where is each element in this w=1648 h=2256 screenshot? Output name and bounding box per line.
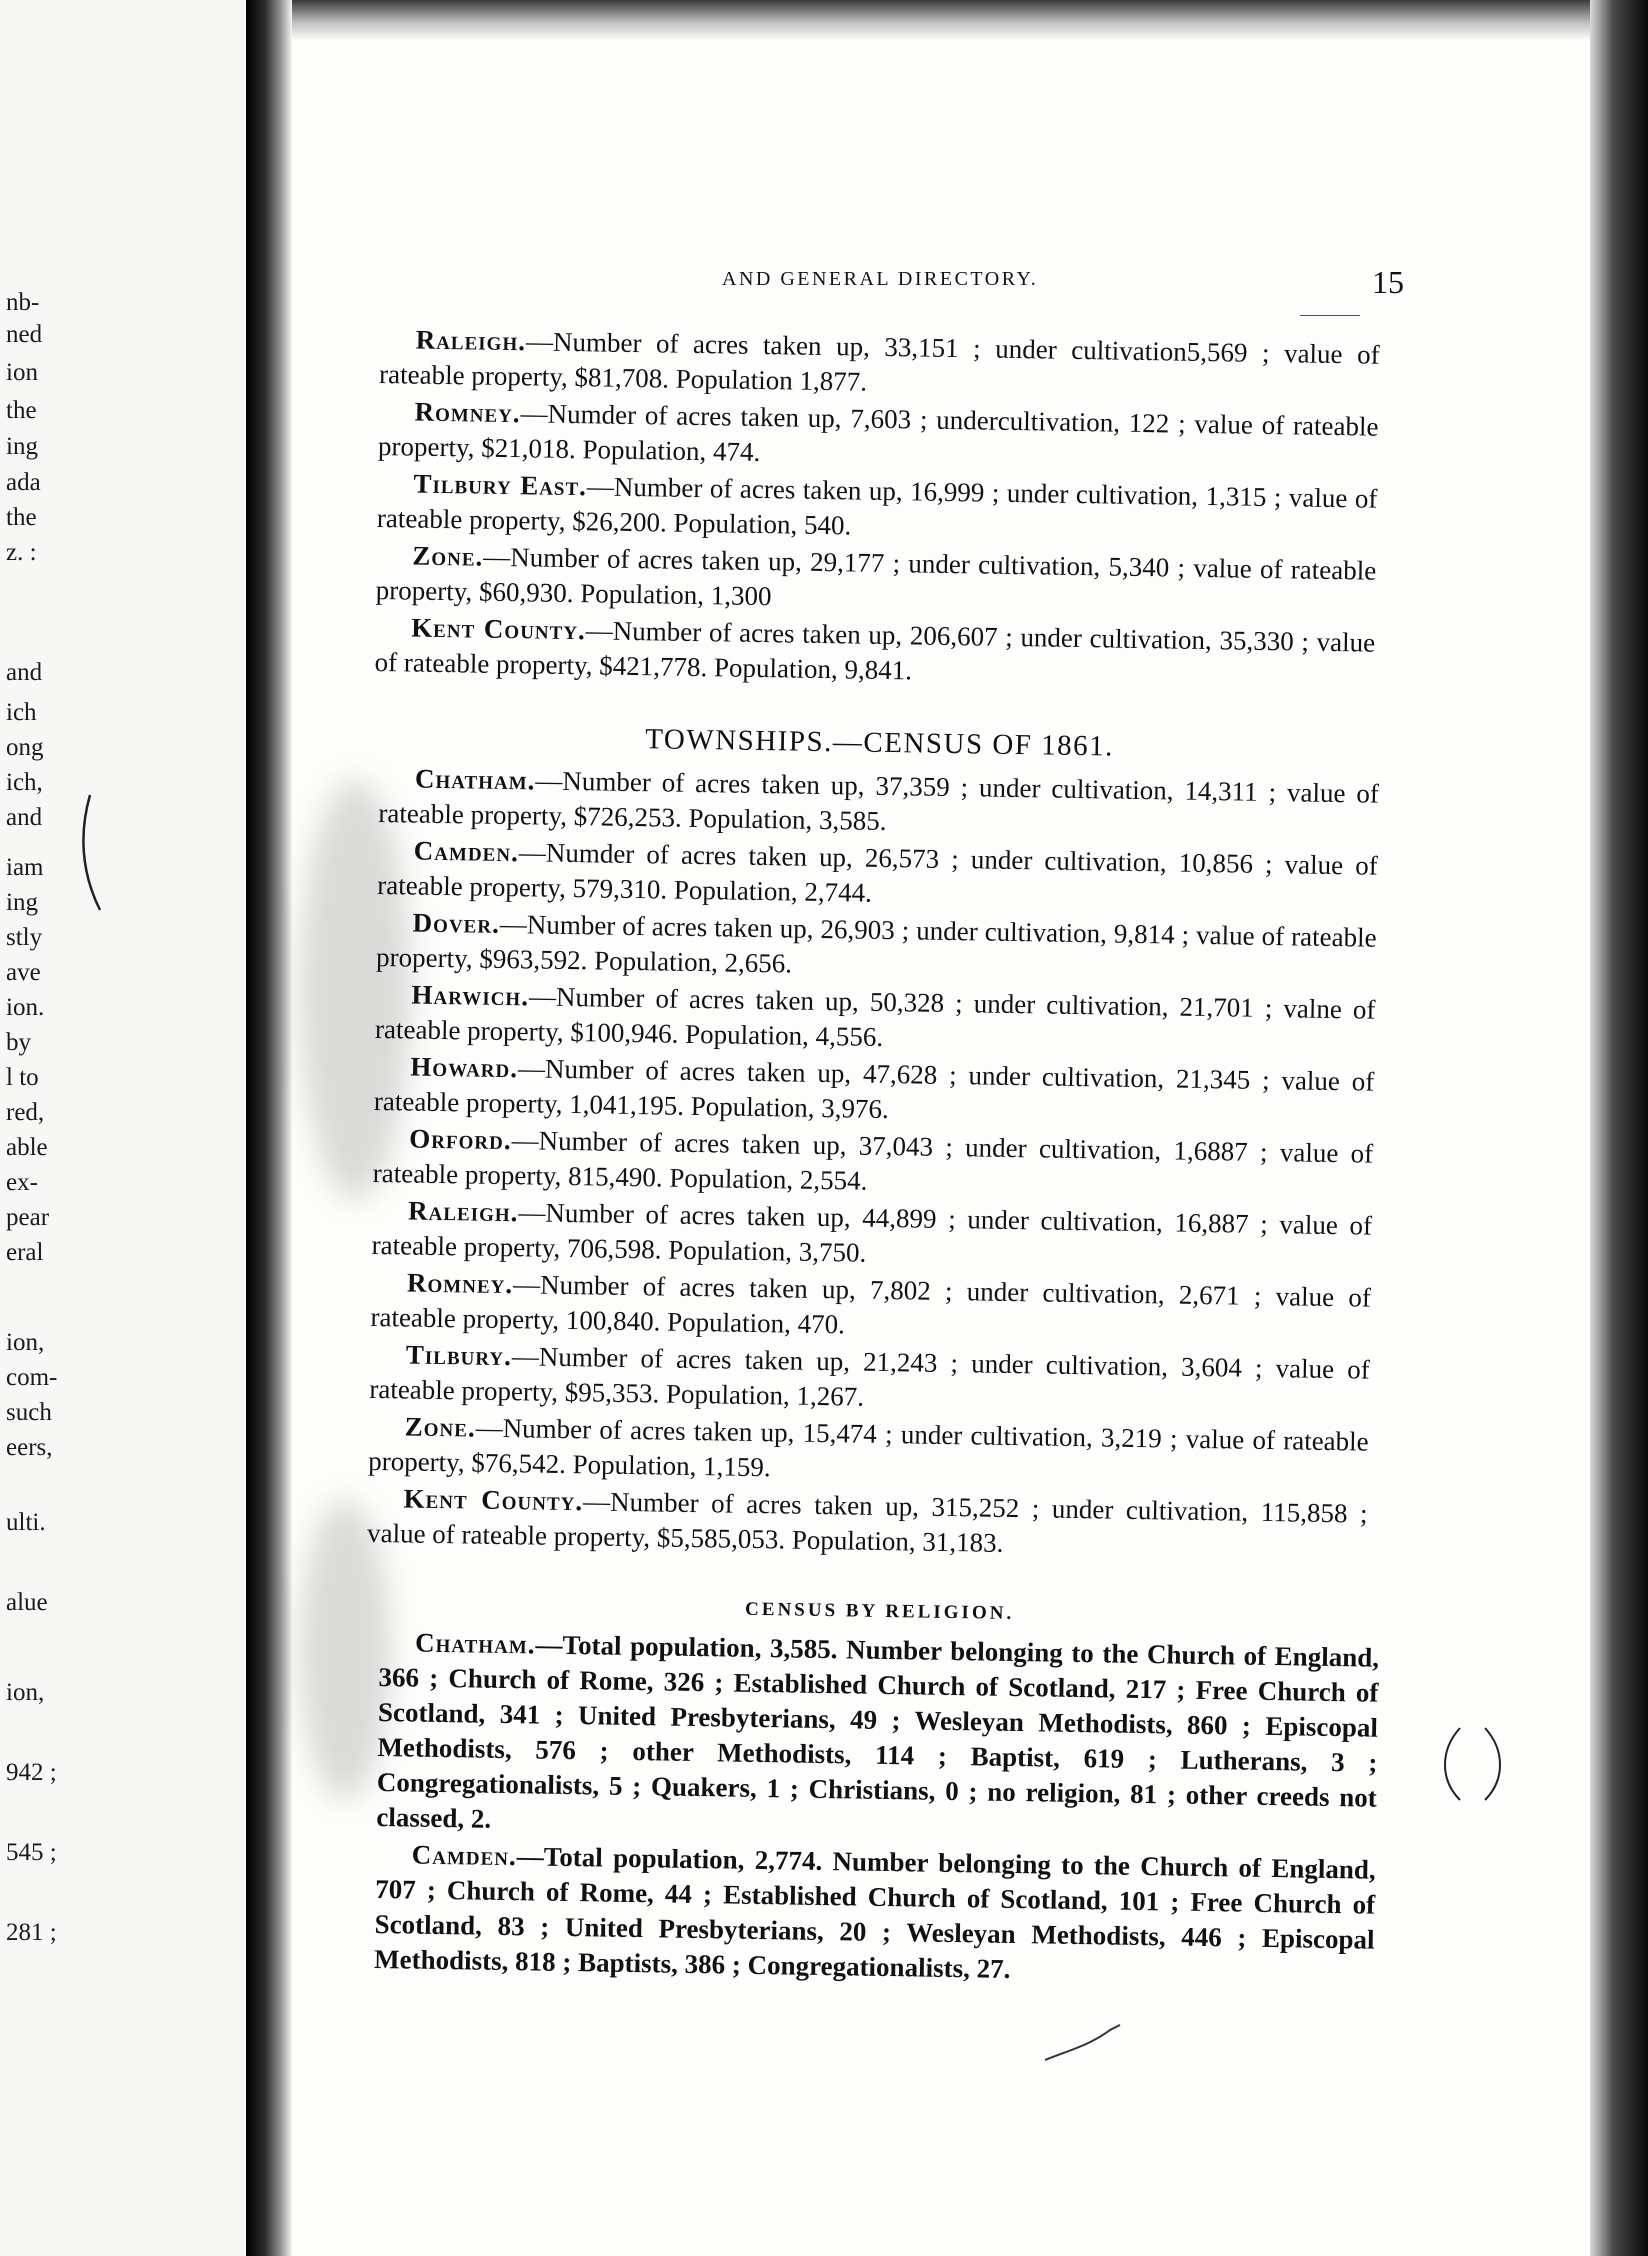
township-entry xyxy=(374,1837,1376,1993)
pen-scribble-mark xyxy=(1040,2010,1140,2070)
township-name: Zone. xyxy=(404,1411,476,1443)
township-details: —Numder of acres taken up, 26,573 ; under cultivation, 10,856 ; value of rateable property, 579,310. Population, 2,744. xyxy=(377,837,1378,908)
running-title: AND GENERAL DIRECTORY. xyxy=(722,268,1039,290)
township-name: Camden. xyxy=(413,835,520,868)
township-name: Tilbury. xyxy=(405,1339,513,1372)
township-entry xyxy=(369,1337,1370,1423)
township-name: Romney. xyxy=(406,1267,514,1300)
township-entry xyxy=(379,322,1380,408)
facing-page-fragment: nb- xyxy=(6,289,40,316)
margin-bracket-mark xyxy=(1440,1720,1520,1830)
township-entry xyxy=(377,466,1378,552)
township-name: Romney. xyxy=(414,396,521,429)
facing-page-fragment: ion xyxy=(6,359,38,386)
township-details: —Number of acres taken up, 21,243 ; under cultivation, 3,604 ; value of rateable property, $95,353. Population, 1,267. xyxy=(369,1341,1371,1412)
township-name: Harwich. xyxy=(411,979,530,1012)
facing-page-fragment: ich xyxy=(6,699,37,726)
facing-page-fragment: ion, xyxy=(6,1329,45,1356)
census-heading: TOWNSHIPS.—CENSUS OF 1861. xyxy=(644,723,1115,763)
facing-page-fragment: ong xyxy=(6,734,44,761)
township-name: Zone. xyxy=(412,540,484,572)
township-details: —Total population, 2,774. Number belonging to the Church of England, 707 ; Church of Rome, 44 ; Established Church of Scotland, 101 ; Free Church of Scotland, 83 ; United Presbyterians, 20 ; Wesleyan Methodists, 446 ; Episcopal Methodists, 818 ; Baptists, 386 ; Congregationalists, 27. xyxy=(373,1841,1376,1984)
township-details: —Numder of acres taken up, 7,603 ; undercultivation, 122 ; value of rateable property, $21,018. Population, 474. xyxy=(377,398,1379,467)
township-details: —Number of acres taken up, 7,802 ; under cultivation, 2,671 ; value of rateable property, 100,840. Population, 470. xyxy=(370,1269,1372,1340)
prior-townships-section xyxy=(374,322,1380,698)
religion-heading: CENSUS BY RELIGION. xyxy=(744,1598,1015,1624)
township-entry xyxy=(372,1121,1373,1207)
religion-entries xyxy=(374,1625,1379,1993)
township-details: —Number of acres taken up, 37,043 ; under cultivation, 1,6887 ; value of rateable property, 815,490. Population, 2,554. xyxy=(372,1125,1374,1196)
facing-page-fragment: ex- xyxy=(6,1169,38,1196)
township-entry xyxy=(370,1265,1371,1351)
facing-page-fragment: eers, xyxy=(6,1434,53,1461)
township-name: Dover. xyxy=(412,907,501,939)
facing-page-fragment: ich, xyxy=(6,769,43,796)
census-entries xyxy=(367,761,1379,1567)
township-entry xyxy=(378,761,1379,847)
facing-page-fragment: 545 ; xyxy=(6,1839,57,1866)
page-number: 15 xyxy=(1372,264,1404,300)
facing-page-fragment: iam xyxy=(6,854,44,881)
township-entry xyxy=(376,1625,1379,1851)
facing-page-fragment: ulti. xyxy=(6,1509,46,1536)
facing-page-fragment: ned xyxy=(6,321,43,348)
township-details: —Number of acres taken up, 16,999 ; under cultivation, 1,315 ; value of rateable property, $26,200. Population, 540. xyxy=(376,471,1378,541)
township-name: Chatham. xyxy=(414,1627,536,1660)
township-entry xyxy=(376,905,1377,991)
facing-page-fragment: and xyxy=(6,804,43,831)
facing-page-fragment: ave xyxy=(6,959,41,986)
township-name: Raleigh. xyxy=(415,324,527,357)
township-details: —Number of acres taken up, 15,474 ; under cultivation, 3,219 ; value of rateable property, $76,542. Population, 1,159. xyxy=(367,1412,1369,1483)
township-entry xyxy=(377,833,1378,919)
township-details: —Total population, 3,585. Number belonging to the Church of England, 366 ; Church of Rome, 326 ; Established Church of Scotland, 217 ; Free Church of Scotland, 341 ; United Presbyterians, 49 ; Wesleyan Methodists, 860 ; Episcopal Methodists, 576 ; other Methodists, 114 ; Baptist, 619 ; Lutherans, 3 ; Congregationalists, 5 ; Quakers, 1 ; Christians, 0 ; no religion, 81 ; other creeds not classed, 2. xyxy=(376,1629,1380,1834)
header-rule xyxy=(1300,315,1360,316)
township-entry xyxy=(378,394,1379,480)
township-details: —Number of acres taken up, 50,328 ; under cultivation, 21,701 ; valne of rateable property, $100,946. Population, 4,556. xyxy=(374,981,1376,1052)
township-details: —Number of acres taken up, 206,607 ; under cultivation, 35,330 ; value of rateable property, $421,778. Population, 9,841. xyxy=(374,615,1376,686)
township-name: Kent County. xyxy=(403,1483,584,1517)
township-entry xyxy=(375,977,1376,1063)
township-name: Raleigh. xyxy=(407,1195,519,1228)
township-details: —Number of acres taken up, 26,903 ; under cultivation, 9,814 ; value of rateable property, $963,592. Population, 2,656. xyxy=(375,908,1377,979)
township-entry xyxy=(367,1481,1368,1567)
facing-page-fragment: 942 ; xyxy=(6,1759,57,1786)
township-entry xyxy=(371,1193,1372,1279)
census-religion-section xyxy=(374,1586,1380,1995)
margin-bracket-mark xyxy=(70,790,120,920)
township-name: Chatham. xyxy=(414,763,536,796)
facing-page-fragment: such xyxy=(6,1399,52,1426)
township-name: Howard. xyxy=(410,1051,519,1084)
facing-page-fragment: com- xyxy=(6,1364,58,1391)
facing-page-fragment: l to xyxy=(6,1064,39,1091)
facing-page-fragment: able xyxy=(6,1134,48,1161)
township-details: —Number of acres taken up, 44,899 ; under cultivation, 16,887 ; value of rateable property, 706,598. Population, 3,750. xyxy=(371,1197,1373,1268)
facing-page-fragment: and xyxy=(6,659,43,686)
township-details: —Number of acres taken up, 29,177 ; under cultivation, 5,340 ; value of rateable property, $60,930. Population, 1,300 xyxy=(375,541,1377,612)
page-gutter-shadow xyxy=(250,0,292,2256)
facing-page-fragment: alue xyxy=(6,1589,48,1616)
township-details: —Number of acres taken up, 315,252 ; under cultivation, 115,858 ; value of rateable property, $5,585,053. Population, 31,183. xyxy=(366,1486,1368,1558)
right-edge-shadow xyxy=(1590,0,1648,2256)
facing-page-fragment: stly xyxy=(6,924,43,951)
census-1861-section xyxy=(367,712,1380,1569)
township-entry xyxy=(376,538,1377,624)
facing-page-fragment: 281 ; xyxy=(6,1919,57,1946)
facing-page-fragment: ing xyxy=(6,433,38,460)
township-name: Kent County. xyxy=(410,612,587,646)
facing-page-fragment: eral xyxy=(6,1239,44,1266)
township-entry xyxy=(374,610,1375,696)
township-details: —Number of acres taken up, 33,151 ; under cultivation5,569 ; value of rateable property, $81,708. Population 1,877. xyxy=(378,326,1380,397)
facing-page-fragment: ing xyxy=(6,889,38,916)
township-name: Orford. xyxy=(409,1123,512,1156)
township-entry xyxy=(374,1049,1375,1135)
facing-page-fragment: ada xyxy=(6,469,41,496)
township-name: Camden. xyxy=(411,1839,518,1872)
township-details: —Number of acres taken up, 37,359 ; under cultivation, 14,311 ; value of rateable property, $726,253. Population, 3,585. xyxy=(378,765,1380,836)
facing-page-fragment: pear xyxy=(6,1204,50,1231)
facing-page-fragment: the xyxy=(6,397,37,424)
facing-page-fragment: z. : xyxy=(6,539,37,566)
facing-page-fragment: the xyxy=(6,504,37,531)
facing-page-fragment: by xyxy=(6,1029,31,1056)
facing-page-fragment: red, xyxy=(6,1099,45,1126)
township-details: —Number of acres taken up, 47,628 ; under cultivation, 21,345 ; value of rateable property, 1,041,195. Population, 3,976. xyxy=(373,1053,1375,1125)
township-name: Tilbury East. xyxy=(413,468,588,502)
facing-page-fragment: ion. xyxy=(6,994,45,1021)
township-entry xyxy=(368,1409,1369,1495)
top-edge-shadow xyxy=(292,0,1592,40)
facing-page-fragment: ion, xyxy=(6,1679,45,1706)
